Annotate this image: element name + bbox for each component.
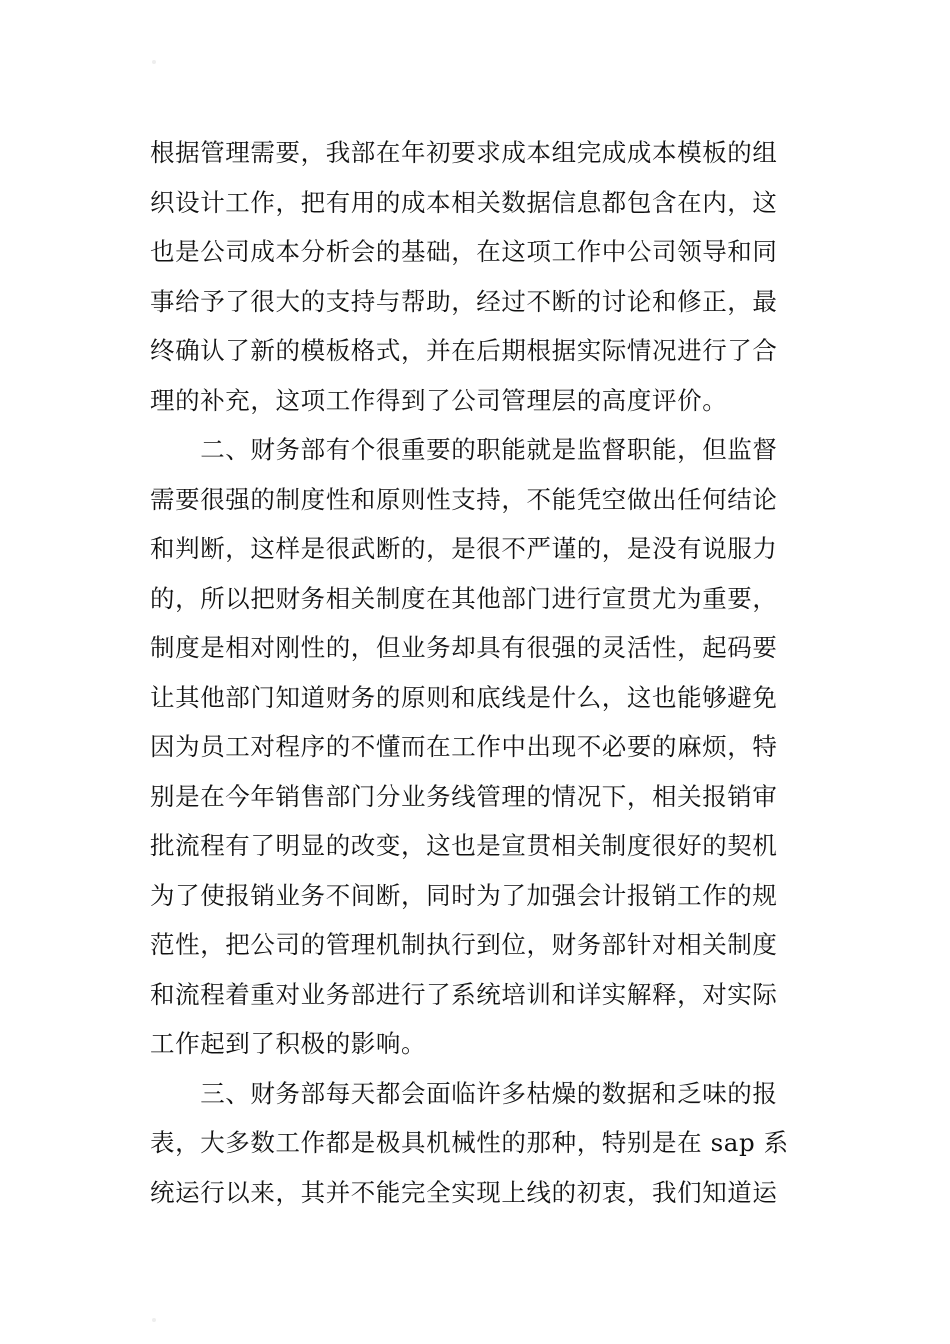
- text-line: 制度是相对刚性的，但业务却具有很强的灵活性，起码要: [150, 633, 778, 662]
- text-line: 工作起到了积极的影响。: [150, 1029, 427, 1058]
- text-line: 因为员工对程序的不懂而在工作中出现不必要的麻烦，特: [150, 732, 778, 761]
- text-line: 别是在今年销售部门分业务线管理的情况下，相关报销审: [150, 781, 778, 811]
- text-line: 的，所以把财务相关制度在其他部门进行宣贯尤为重要，: [150, 583, 778, 613]
- document-body: [150, 128, 800, 1217]
- text-line: 批流程有了明显的改变，这也是宣贯相关制度很好的契机: [150, 831, 778, 860]
- text-line: 为了使报销业务不间断，同时为了加强会计报销工作的规: [150, 880, 778, 910]
- text-line: 和判断，这样是很武断的，是很不严谨的，是没有说服力: [150, 534, 778, 563]
- text-line: 表，大多数工作都是极具机械性的那种，特别是在 sap 系: [150, 1128, 789, 1157]
- paragraph-3: [150, 1069, 800, 1218]
- text-line: 和流程着重对业务部进行了系统培训和详实解释，对实际: [150, 979, 778, 1009]
- text-line: 需要很强的制度性和原则性支持，不能凭空做出任何结论: [150, 484, 778, 514]
- text-line: 织设计工作，把有用的成本相关数据信息都包含在内，这: [150, 187, 778, 217]
- text-line: 终确认了新的模板格式，并在后期根据实际情况进行了合: [150, 336, 778, 365]
- text-line: 事给予了很大的支持与帮助，经过不断的讨论和修正，最: [150, 286, 778, 316]
- page-corner-mark-bottom: [152, 1318, 156, 1322]
- text-line: 也是公司成本分析会的基础，在这项工作中公司领导和同: [150, 237, 778, 266]
- text-line: 让其他部门知道财务的原则和底线是什么，这也能够避免: [150, 682, 778, 712]
- paragraph-1: [150, 128, 800, 425]
- text-line: 统运行以来，其并不能完全实现上线的初衷，我们知道运: [150, 1177, 778, 1207]
- text-line: 范性，把公司的管理机制执行到位，财务部针对相关制度: [150, 930, 778, 959]
- text-line: 三、财务部每天都会面临许多枯燥的数据和乏味的报: [150, 1078, 778, 1108]
- text-line: 二、财务部有个很重要的职能就是监督职能，但监督: [150, 435, 778, 464]
- text-line: 根据管理需要，我部在年初要求成本组完成成本模板的组: [150, 138, 778, 167]
- paragraph-2: [150, 425, 800, 1069]
- page-corner-mark-top: [152, 60, 156, 64]
- text-line: 理的补充，这项工作得到了公司管理层的高度评价。: [150, 385, 728, 415]
